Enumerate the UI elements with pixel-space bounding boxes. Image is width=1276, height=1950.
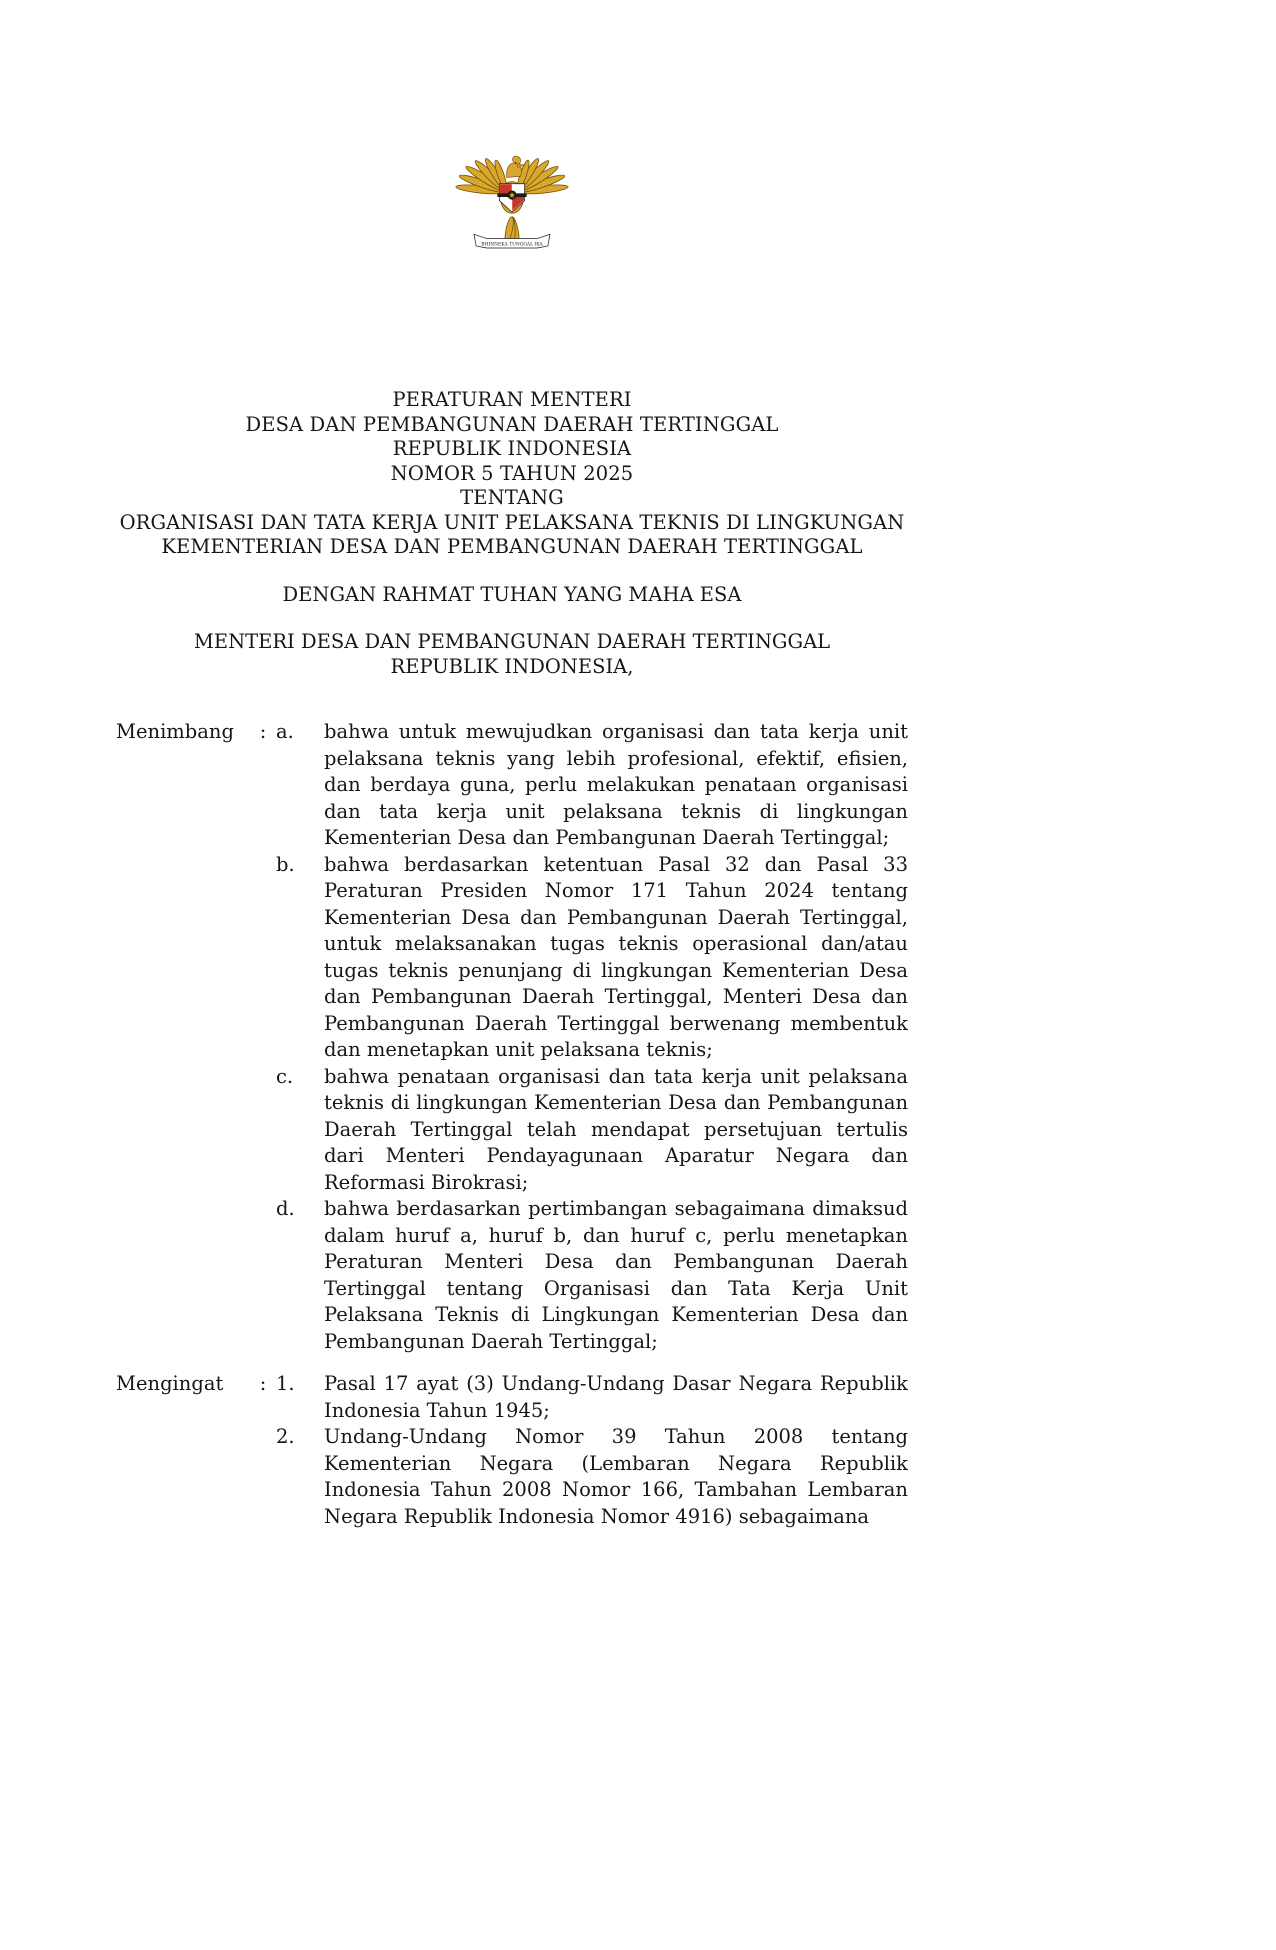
item-text: bahwa berdasarkan pertimbangan sebagaimana dimaksud dalam huruf a, huruf b, dan huruf c, perlu menetapkan Peraturan Menteri Desa dan Pembangunan Daerah Tertinggal tentang Organisasi dan Tata Kerja Unit Pelaksana Teknis di Lingkungan Kementerian Desa dan Pembangunan Daerah Tertinggal; — [324, 1197, 908, 1353]
title-line-1: PERATURAN MENTERI — [392, 388, 632, 411]
authority-line-2: REPUBLIK INDONESIA, — [390, 654, 634, 678]
mengingat-item-2 — [276, 1424, 908, 1530]
item-marker: c. — [276, 1064, 294, 1088]
menimbang-item-a — [276, 719, 908, 852]
title-line-5: TENTANG — [460, 486, 564, 509]
item-text: bahwa penataan organisasi dan tata kerja unit pelaksana teknis di lingkungan Kementerian Desa dan Pembangunan Daerah Tertinggal telah mendapat persetujuan tertulis dari Menteri Pendayagunaan Aparatur Negara dan Reformasi Birokrasi; — [324, 1064, 908, 1194]
menimbang-label: Menimbang — [116, 720, 234, 743]
title-line-4: NOMOR 5 TAHUN 2025 — [390, 461, 634, 485]
mengingat-label: Mengingat — [116, 1372, 224, 1395]
pancasila-shield — [498, 184, 526, 212]
title-line-2: DESA DAN PEMBANGUNAN DAERAH TERTINGGAL — [245, 412, 779, 436]
title-line-6: ORGANISASI DAN TATA KERJA UNIT PELAKSANA TEKNIS DI LINGKUNGAN — [119, 510, 905, 534]
item-marker: 2. — [276, 1425, 295, 1448]
mengingat-section — [116, 1371, 908, 1530]
item-marker: a. — [276, 720, 294, 743]
authority-block — [116, 630, 908, 679]
title-line-3: REPUBLIK INDONESIA — [392, 437, 632, 460]
title-line-7: KEMENTERIAN DESA DAN PEMBANGUNAN DAERAH TERTINGGAL — [161, 535, 863, 558]
motto-text: BHINNEKA TUNGGAL IKA — [481, 242, 543, 248]
item-marker: d. — [276, 1197, 295, 1220]
document-page — [116, 0, 908, 1530]
item-text: Undang-Undang Nomor 39 Tahun 2008 tentang Kementerian Negara (Lembaran Negara Republik Indonesia Tahun 2008 Nomor 166, Tambahan Lembaran Negara Republik Indonesia Nomor 4916) sebagaimana — [324, 1425, 908, 1528]
item-text: Pasal 17 ayat (3) Undang-Undang Dasar Negara Republik Indonesia Tahun 1945; — [324, 1372, 908, 1422]
garuda-head — [507, 156, 525, 177]
menimbang-colon: : — [259, 720, 267, 743]
menimbang-item-b — [276, 852, 908, 1064]
document-title — [116, 388, 908, 560]
garuda-pancasila-emblem — [116, 136, 908, 264]
menimbang-items — [276, 719, 908, 1355]
menimbang-item-c — [276, 1064, 908, 1197]
garuda-pancasila-icon — [454, 136, 570, 262]
item-marker: 1. — [276, 1372, 295, 1395]
menimbang-item-d — [276, 1196, 908, 1355]
authority-line-1: MENTERI DESA DAN PEMBANGUNAN DAERAH TERTINGGAL — [193, 630, 831, 653]
mengingat-items — [276, 1371, 908, 1530]
item-marker: b. — [276, 852, 295, 876]
menimbang-section — [116, 719, 908, 1355]
invocation-line: DENGAN RAHMAT TUHAN YANG MAHA ESA — [282, 582, 742, 606]
item-text: bahwa untuk mewujudkan organisasi dan tata kerja unit pelaksana teknis yang lebih profesional, efektif, efisien, dan berdaya guna, perlu melakukan penataan organisasi dan tata kerja unit pelaksana teknis di lingkungan Kementerian Desa dan Pembangunan Daerah Tertinggal; — [324, 720, 908, 849]
mengingat-colon: : — [259, 1372, 267, 1395]
mengingat-item-1 — [276, 1371, 908, 1424]
item-text: bahwa berdasarkan ketentuan Pasal 32 dan Pasal 33 Peraturan Presiden Nomor 171 Tahun 2024 tentang Kementerian Desa dan Pembangunan Daerah Tertinggal, untuk melaksanakan tugas teknis operasional dan/atau tugas teknis penunjang di lingkungan Kementerian Desa dan Pembangunan Daerah Tertinggal, Menteri Desa dan Pembangunan Daerah Tertinggal berwenang membentuk dan menetapkan unit pelaksana teknis; — [324, 852, 908, 1061]
